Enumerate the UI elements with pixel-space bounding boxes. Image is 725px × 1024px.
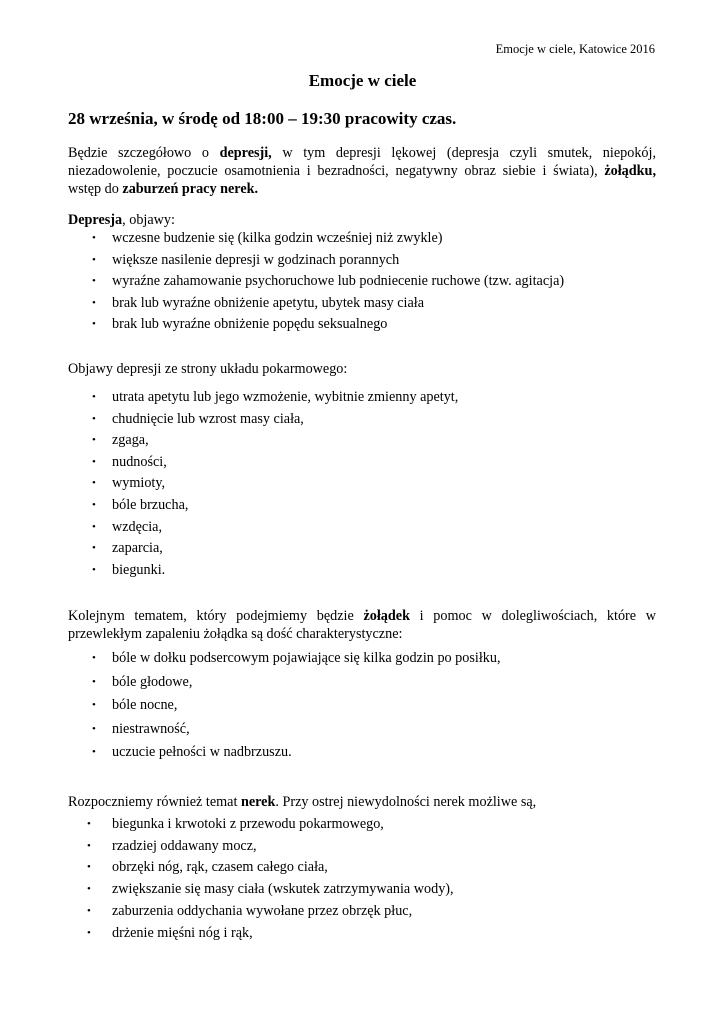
list-item: brak lub wyraźne obniżenie popędu seksualnego [112, 316, 388, 332]
list-item: wzdęcia, [112, 518, 163, 535]
bullet-icon: • [92, 434, 96, 447]
intro-paragraph [68, 144, 656, 198]
list-item: wyraźne zahamowanie psychoruchowe lub podniecenie ruchowe (tzw. agitacja) [112, 273, 565, 289]
bullet-icon: • [92, 253, 96, 266]
bullet-icon: • [87, 883, 91, 896]
bullet-icon: • [92, 455, 96, 468]
list-item: bóle w dołku podsercowym pojawiające się kilka godzin po posiłku, [112, 650, 501, 666]
bullet-icon: • [92, 746, 96, 758]
bullet-icon: • [92, 318, 96, 330]
page-header: Emocje w ciele, Katowice 2016 [495, 42, 655, 56]
bullet-icon: • [92, 675, 96, 688]
list-item: rzadziej oddawany mocz, [112, 837, 257, 854]
list-item: zgaga, [112, 432, 149, 449]
bullet-icon: • [92, 275, 96, 287]
bullet-icon: • [87, 904, 91, 917]
bullet-icon: • [87, 818, 91, 830]
bullet-icon: • [92, 652, 96, 664]
bullet-icon: • [92, 477, 96, 490]
session-date-heading: 28 września, w środę od 18:00 – 19:30 pracowity czas. [68, 109, 457, 128]
bullet-icon: • [87, 926, 91, 939]
list-item: utrata apetytu lub jego wzmożenie, wybitnie zmienny apetyt, [112, 389, 459, 405]
list-item: zaburzenia oddychania wywołane przez obrzęk płuc, [112, 902, 413, 919]
list-item: wymioty, [112, 475, 166, 492]
bullet-icon: • [92, 699, 96, 711]
zoladek-line-2: przewlekłym zapaleniu żołądka są dość charakterystyczne: [68, 626, 403, 642]
list-item: zaparcia, [112, 540, 163, 557]
list-item: zwiększanie się masy ciała (wskutek zatrzymywania wody), [112, 881, 454, 898]
bullet-icon: • [92, 722, 96, 735]
bullet-icon: • [92, 499, 96, 511]
list-item: drżenie mięśni nóg i rąk, [112, 924, 253, 941]
list-item: niestrawność, [112, 720, 190, 737]
intro-line-3: wstęp do zaburzeń pracy nerek. [68, 181, 259, 197]
list-item: większe nasilenie depresji w godzinach porannych [112, 251, 400, 268]
document-title: Emocje w ciele [308, 71, 417, 90]
zoladek-paragraph [68, 607, 656, 643]
bullet-icon: • [92, 391, 96, 403]
list-item: chudnięcie lub wzrost masy ciała, [112, 410, 304, 427]
bullet-icon: • [92, 412, 96, 425]
bullet-icon: • [92, 296, 96, 309]
bullet-icon: • [87, 839, 91, 852]
list-item: nudności, [112, 453, 167, 470]
list-item: biegunka i krwotoki z przewodu pokarmowego, [112, 816, 384, 832]
list-item: bóle głodowe, [112, 673, 193, 690]
bullet-icon: • [92, 563, 96, 576]
list-item: brak lub wyraźne obniżenie apetytu, ubytek masy ciała [112, 294, 425, 311]
list-item: bóle nocne, [112, 697, 178, 713]
bullet-icon: • [87, 861, 91, 874]
pokarmowy-heading: Objawy depresji ze strony układu pokarmowego: [68, 361, 348, 377]
depresja-heading: Depresja, objawy: [68, 212, 175, 228]
list-item: bóle brzucha, [112, 497, 189, 513]
list-item: wczesne budzenie się (kilka godzin wcześniej niż zwykle) [112, 230, 443, 246]
list-item: biegunki. [112, 561, 166, 578]
bullet-icon: • [92, 232, 96, 244]
zoladek-line-1: Kolejnym tematem, który podejmiemy będzie żołądek i pomoc w dolegliwościach, które w [68, 608, 657, 624]
intro-line-2: niezadowolenie, poczucie osamotnienia i bezradności, negatywny obraz siebie i świata), żołądku, [68, 163, 656, 179]
list-item: obrzęki nóg, rąk, czasem całego ciała, [112, 859, 328, 876]
intro-line-1: Będzie szczegółowo o depresji, w tym depresji lękowej (depresja czyli smutek, niepokój, [68, 145, 656, 161]
nerki-paragraph: Rozpoczniemy również temat nerek. Przy ostrej niewydolności nerek możliwe są, [68, 794, 537, 810]
list-item: uczucie pełności w nadbrzuszu. [112, 744, 292, 760]
bullet-icon: • [92, 542, 96, 555]
bullet-icon: • [92, 520, 96, 533]
